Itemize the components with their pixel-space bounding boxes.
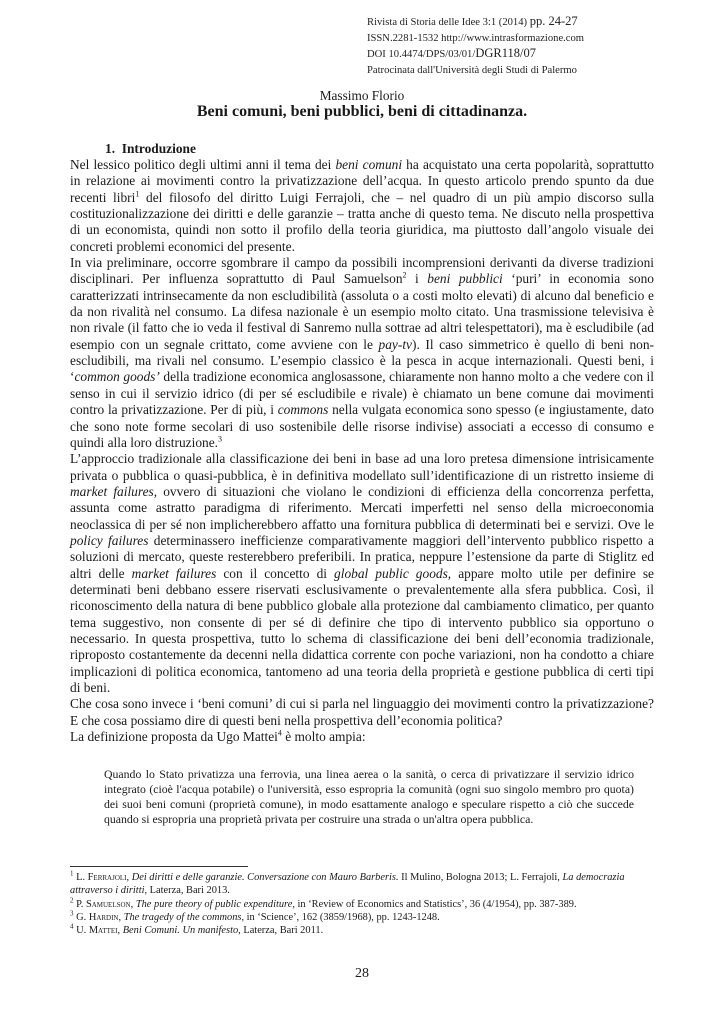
author-initial: G. — [76, 911, 89, 923]
footnote-ref-1[interactable]: 1 — [135, 189, 140, 199]
emphasis: beni comuni — [335, 157, 403, 172]
text-run: con il concetto di — [216, 565, 335, 581]
page-range: pp. 24-27 — [529, 14, 578, 28]
footnote-divider — [70, 866, 248, 867]
journal-header — [367, 14, 707, 78]
text-run: La definizione proposta da Ugo Mattei — [70, 729, 278, 745]
doi-prefix: DOI 10.4474/DPS/03/01/ — [367, 49, 476, 61]
text-run: L’approccio tradizionale alla classificazione dei beni in base ad una loro pretesa dimensione intrisicamente privata o pubblica o quasi-pubblica, è in definitiva modellato sull’identificazione di un ristretto insieme di — [70, 451, 654, 483]
author-initial: P. — [76, 898, 86, 910]
journal-citation-line — [367, 14, 707, 31]
section-number: 1. — [105, 141, 116, 156]
article-body — [70, 157, 654, 745]
footnote-title: The tragedy of the commons — [123, 911, 242, 923]
article-author: Massimo Florio — [319, 88, 405, 103]
emphasis: commons — [277, 402, 329, 418]
footnote-title: The pure theory of public expenditure — [135, 898, 293, 910]
text-run: determinassero inefficienze comparativamente maggiori dell’intervento pubblico rispetto a soluzioni di mercato, queste resterebbero preferibili. In pratica, neppure l’estensione da parte di Stiglitz ed altri delle — [70, 532, 654, 581]
emphasis: beni pubblici — [427, 271, 503, 287]
footnote-author: Mattei — [88, 925, 118, 937]
text-run: ha acquistato una certa popolarità, soprattutto in relazione ai movimenti contro la privatizzazione dell’acqua. In questo articolo prendo spunto da due recenti libri — [70, 157, 654, 205]
block-quote: Quando lo Stato privatizza una ferrovia, una linea aerea o la sanità, o cerca di privatizzare il servizio idrico integrato (cioè l'acqua potabile) o l'università, esso espropria la comunità (ogni suo singolo membro pro quota) dei suoi beni comuni (proprietà comune), in modo esattamente analogo e speculare rispetto a ciò che succede quando si espropria una proprietà privata per costruire una strada o un'altra opera pubblica. — [104, 767, 634, 827]
footnote-author: Samuelson — [85, 898, 131, 910]
emphasis: policy failures — [70, 532, 149, 548]
footnote-ref-4[interactable]: 4 — [277, 728, 282, 738]
paragraph-2 — [70, 255, 654, 451]
footnote-text: , Laterza, Bari 2011. — [238, 925, 324, 937]
doi-line — [367, 46, 707, 63]
footnote-number: 2 — [70, 896, 74, 905]
text-run: del filosofo del diritto Luigi Ferrajoli, che – nel quadro di un più ampio discorso sulla costituzionalizzazione dei diritti e delle garanzie – tratta anche di questo tema. Ne discuto nella prospettiva di un economista, quindi non sotto il profilo della teoria giuridica, ma piuttosto dall’angolo visuale dei concreti problemi economici del presente. — [70, 189, 655, 254]
separator: , — [118, 911, 124, 923]
footnote-ref-2[interactable]: 2 — [402, 270, 407, 280]
text-run: ). Il caso simmetrico è quello di beni non-escludibili, ma rivali nel consumo. L’esempio classico è la pesca in acque internazionali. Questi beni, i ‘ — [70, 336, 654, 385]
paragraph-3 — [70, 451, 654, 696]
footnote-text: Il Mulino, Bologna 2013; L. Ferrajoli, — [398, 872, 563, 883]
footnote-number: 4 — [70, 922, 74, 931]
text-run: In via preliminare, occorre sgombrare il campo da possibili incomprensioni derivanti da diverse tradizioni disciplinari. Per influenza soprattutto di Paul Samuelson — [70, 255, 654, 287]
emphasis: market failures — [131, 565, 217, 581]
footnote-2 — [70, 898, 660, 911]
paragraph-1 — [70, 157, 654, 255]
doi-suffix: DGR118/07 — [475, 46, 536, 61]
author-initial: U. — [76, 925, 89, 937]
text-run: appare molto utile per definire se determinati beni debbano essere riservati esclusivamente o prevalentemente alla sfera pubblica. Così, il riconoscimento della natura di bene pubblico globale alla protezione dal cambiamento climatico, per quanto tema suggestivo, non consente di per sé di definire che tipo di intervento pubblico sia opportuno o necessario. In questa prospettiva, tutto lo schema di classificazione dei beni dell’economia tradizionale, riproposto costantemente da decenni nella didattica corrente con poche variazioni, non ha condotto a chiare implicazioni di politica economica, tantomeno ad una teoria della proprietà e gestione pubblica di certi tipi di beni. — [70, 565, 654, 695]
footnote-1 — [70, 871, 660, 898]
emphasis: market failures — [70, 483, 154, 499]
footnote-title: La democrazia attraverso i diritti — [70, 872, 625, 897]
text-run: , ovvero di situazioni che violano le condizioni di efficienza della concorrenza perfetta, assunta come astratto paradigma di riferimento. Mercati imperfetti nel senso della microeconomia neoclassica di per sé non implicherebbero affatto una fornitura pubblica di determinati bei e servizi. Ove le — [70, 483, 654, 532]
footnote-ref-3[interactable]: 3 — [218, 434, 223, 444]
article-title: Beni comuni, beni pubblici, beni di cittadinanza. — [196, 103, 528, 120]
author-initial: L. — [76, 872, 88, 883]
footnote-4 — [70, 924, 660, 937]
footnote-title: Dei diritti e delle garanzie. Conversazione con Mauro Barberis. — [131, 872, 399, 883]
text-run: ‘puri’ in economia sono caratterizzati intrinsecamente da non escludibilità (assoluta o a costi molto elevati) di alcuno dal beneficio e da non rivalità nel consumo. La difesa nazionale è un esempio molto citato. Una trasmissione televisiva è non rivale (il fatto che io veda il festival di Sanremo nulla sottrae ad altri telespettatori), ma è escludibile (ad esempio con un segnale crittato, come avviene con le — [70, 271, 654, 352]
section-title: Introduzione — [121, 141, 196, 156]
text-run: i — [406, 271, 428, 287]
paragraph-4: Che cosa sono invece i ‘beni comuni’ di cui si parla nel linguaggio dei movimenti contro la privatizzazione? E che cosa possiamo dire di questi beni nella prospettiva dell’economia politica? — [70, 696, 654, 728]
text-run: è molto ampia: — [281, 729, 366, 745]
page-number: 28 — [355, 966, 369, 981]
footnote-number: 3 — [70, 909, 74, 918]
emphasis: common goods’ — [74, 369, 160, 385]
section-heading — [105, 141, 196, 157]
separator: , — [117, 925, 123, 937]
footnote-number: 1 — [70, 869, 74, 878]
footnote-text: , Laterza, Bari 2013. — [144, 885, 230, 897]
text-run: nella vulgata economica sono spesso (e ingiustamente, dato che sono note forme secolari di uso sostenibile delle risorse indivise) associati a eccesso di consumo e quindi alla loro distruzione. — [70, 402, 654, 450]
separator: , — [126, 872, 132, 883]
emphasis: pay-tv — [378, 336, 412, 352]
footnote-3 — [70, 911, 660, 924]
footnote-author: Hardin — [88, 911, 119, 923]
separator: , — [130, 898, 136, 910]
paragraph-5 — [70, 729, 654, 745]
footnote-author: Ferrajoli — [87, 872, 127, 883]
text-run: Nel lessico politico degli ultimi anni il tema dei — [70, 157, 336, 172]
footnotes — [70, 871, 660, 937]
emphasis: global public goods, — [334, 565, 452, 581]
issn-line: ISSN.2281-1532 http://www.intrasformazione.com — [367, 32, 585, 44]
journal-name: Rivista di Storia delle Idee 3:1 (2014) — [367, 17, 528, 28]
footnote-text: , in ‘Science’, 162 (3859/1968), pp. 1243-1248. — [241, 911, 440, 923]
footnote-text: , in ‘Review of Economics and Statistics’, 36 (4/1954), pp. 387-389. — [292, 898, 577, 910]
text-run: della tradizione economica anglosassone, chiaramente non hanno molto a che vedere con il senso in cui il servizio idrico (di per sé escludibile e rivale) è chiamato un bene comune dai movimenti contro la privatizzazione. Per di più, i — [70, 369, 654, 418]
patron-line: Patrocinata dall'Università degli Studi di Palermo — [367, 64, 577, 76]
footnote-title: Beni Comuni. Un manifesto — [122, 925, 239, 937]
